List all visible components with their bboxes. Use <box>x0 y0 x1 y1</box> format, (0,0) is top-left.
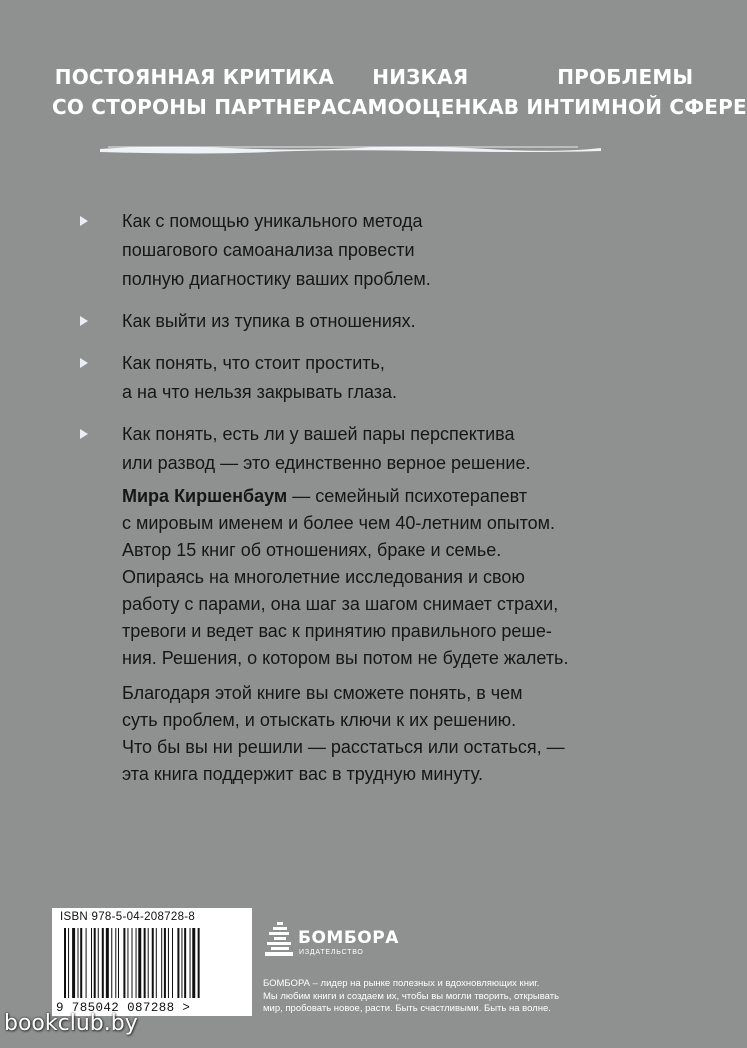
header-self-esteem <box>337 62 504 122</box>
list-item: Как понять, есть ли у вашей пары перспектива или развод — это единственно верное решение. <box>80 420 660 478</box>
list-item: Как с помощью уникального метода пошагового самоанализа провести полную диагностику ваших проблем. <box>80 207 660 294</box>
publisher-tagline: БОМБОРА – лидер на рынке полезных и вдохновляющих книг. Мы любим книги и создаем их, чтобы вы могли творить, открывать мир, пробовать новое, расти. Быть счастливыми. Быть на волне. <box>263 978 560 1014</box>
publisher-name: БОМБОРА <box>298 928 399 948</box>
header-line: ПОСТОЯННАЯ КРИТИКА <box>54 65 335 89</box>
header-line: НИЗКАЯ <box>372 65 469 89</box>
list-item: Как выйти из тупика в отношениях. <box>80 307 660 336</box>
publisher-subtitle: ИЗДАТЕЛЬСТВО <box>299 949 364 956</box>
list-item: Как понять, что стоит простить, а на что нельзя закрывать глаза. <box>80 349 660 407</box>
barcode-number: 9 785042 087288 > <box>56 1001 191 1015</box>
barcode-bars <box>62 928 242 998</box>
triangle-bullet-icon <box>80 216 88 226</box>
header-line: ПРОБЛЕМЫ <box>557 65 694 89</box>
isbn-label: ISBN 978-5-04-208728-8 <box>60 911 196 923</box>
triangle-bullet-icon <box>80 358 88 368</box>
benefit-list <box>80 207 660 491</box>
author-name: Мира Киршенбаум <box>122 486 288 506</box>
header-intimacy <box>504 62 747 122</box>
triangle-bullet-icon <box>80 429 88 439</box>
brush-stroke-divider <box>98 143 603 155</box>
header-criticism <box>52 62 337 122</box>
header-line: СО СТОРОНЫ ПАРТНЕРА <box>52 95 337 119</box>
author-paragraph: Мира Киршенбаум — семейный психотерапевт с мировым именем и более чем 40-летним опытом. Автор 15 книг об отношениях, браке и семье. Опираясь на многолетние исследования и свою работу с парами, она шаг за шагом снимает страхи, тревоги и ведет вас к принятию правильного реше- ния. Решения, о котором вы потом не будете жалеть. <box>122 486 569 668</box>
triangle-bullet-icon <box>80 316 88 326</box>
header-line: В ИНТИМНОЙ СФЕРЕ <box>503 95 747 119</box>
watermark: bookclub.by <box>4 1011 138 1036</box>
topic-headers <box>52 62 747 122</box>
header-line: САМООЦЕНКА <box>336 95 504 119</box>
closing-paragraph: Благодаря этой книге вы сможете понять, в чем суть проблем, и отыскать ключи к их решению. Что бы вы ни решили — расстаться или остаться, — эта книга поддержит вас в трудную минуту. <box>122 683 565 784</box>
